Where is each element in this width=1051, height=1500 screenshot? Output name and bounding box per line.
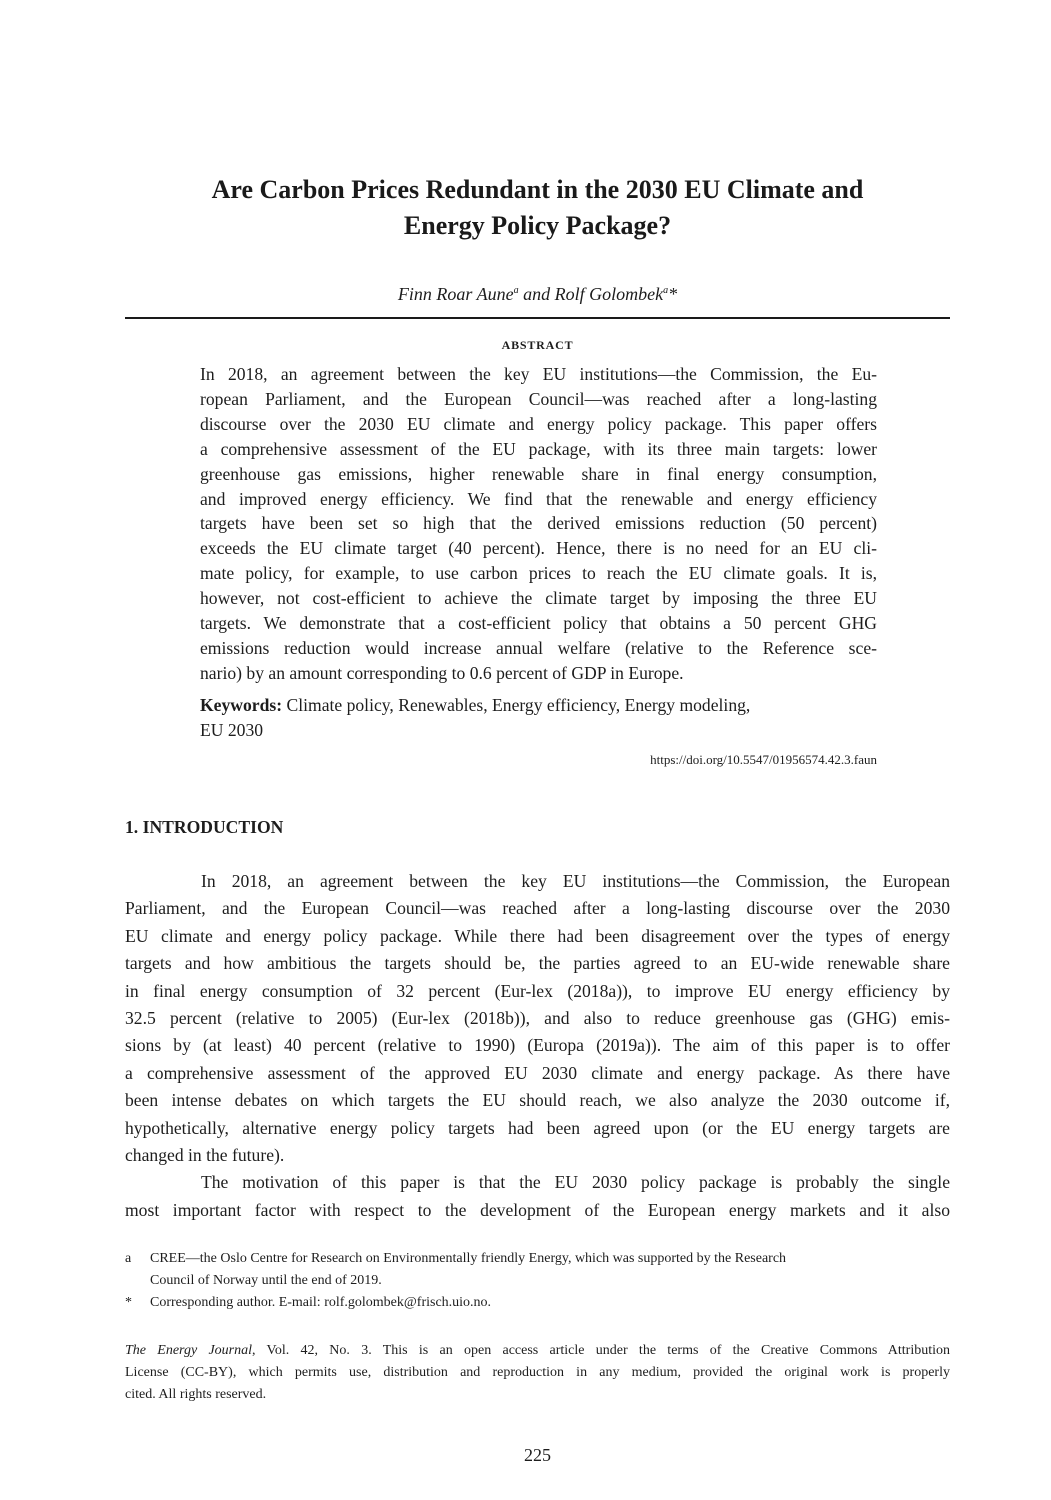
- keywords-text: Climate policy, Renewables, Energy efficiency, Energy modeling,: [282, 695, 751, 715]
- abstract-line: mate policy, for example, to use carbon prices to reach the EU climate goals. It is,: [200, 563, 877, 584]
- footnote-line: CREE—the Oslo Centre for Research on Environmentally friendly Energy, which was supported by the Research: [150, 1251, 787, 1266]
- abstract-line: however, not cost-efficient to achieve the climate target by imposing the three EU: [200, 588, 877, 609]
- introduction-body: [125, 868, 950, 1224]
- footnotes: [125, 1248, 950, 1314]
- author-line: [125, 282, 950, 306]
- body-line: sions by (at least) 40 percent (relative to 1990) (Europa (2019a)). The aim of this paper is to offer: [125, 1035, 950, 1056]
- abstract-line: a comprehensive assessment of the EU package, with its three main targets: lower: [200, 438, 877, 459]
- abstract-line: emissions reduction would increase annual welfare (relative to the Reference sce-: [200, 637, 877, 658]
- abstract-line: In 2018, an agreement between the key EU institutions—the Commission, the Eu-: [200, 364, 877, 384]
- affiliation-mark: a: [513, 285, 519, 296]
- abstract-line: targets have been set so high that the derived emissions reduction (50 percent): [200, 513, 877, 534]
- footnote-mark: *: [125, 1295, 132, 1310]
- body-line: targets and how ambitious the targets should be, the parties agreed to an EU-wide renewable share: [125, 953, 950, 974]
- footnote-corresponding: [125, 1292, 950, 1314]
- body-line: In 2018, an agreement between the key EU institutions—the Commission, the European: [201, 871, 950, 891]
- body-line: Parliament, and the European Council—was reached after a long-lasting discourse over the 2030: [125, 898, 950, 919]
- journal-line: License (CC-BY), which permits use, distribution and reproduction in any medium, provided the original work is properly: [125, 1365, 950, 1380]
- journal-name: The Energy Journal: [125, 1343, 253, 1358]
- corresponding-mark: *: [668, 284, 678, 304]
- journal-line: cited. All rights reserved.: [125, 1387, 267, 1402]
- keywords-label: Keywords:: [200, 695, 283, 715]
- author-connector: and: [518, 284, 555, 304]
- body-line: been intense debates on which targets the EU should reach, we also analyze the 2030 outcome if,: [125, 1090, 950, 1111]
- keywords: [200, 693, 877, 743]
- abstract-line: ropean Parliament, and the European Council—was reached after a long-lasting: [200, 388, 877, 409]
- body-line: in final energy consumption of 32 percent (Eur-lex (2018a)), to improve EU energy efficiency by: [125, 980, 950, 1001]
- title-line: Energy Policy Package?: [403, 211, 672, 240]
- abstract-heading: ABSTRACT: [501, 338, 574, 352]
- footnote-line: Corresponding author. E-mail: rolf.golombek@frisch.uio.no.: [150, 1295, 492, 1310]
- keywords-line: [200, 693, 877, 718]
- abstract-line: targets. We demonstrate that a cost-efficient policy that obtains a 50 percent GHG: [200, 613, 877, 634]
- body-line: changed in the future).: [125, 1145, 285, 1166]
- author-name: Finn Roar Aune: [397, 284, 514, 304]
- title-line: Are Carbon Prices Redundant in the 2030 EU Climate and: [211, 175, 864, 204]
- body-line: EU climate and energy policy package. While there had been disagreement over the types of energy: [125, 925, 950, 946]
- footnote-line: Council of Norway until the end of 2019.: [150, 1273, 382, 1288]
- author-name: Rolf Golombek: [554, 284, 664, 304]
- abstract-text: [200, 362, 877, 686]
- footnote-affiliation: [125, 1248, 950, 1292]
- section-heading: 1. INTRODUCTION: [125, 817, 284, 837]
- journal-text: , Vol. 42, No. 3. This is an open access article under the terms of the Creative Commons Attribution: [252, 1343, 951, 1358]
- header-rule: [125, 317, 950, 319]
- body-line: most important factor with respect to the development of the European energy markets and it also: [125, 1199, 950, 1220]
- body-line: a comprehensive assessment of the approved EU 2030 climate and energy package. As there have: [125, 1062, 950, 1083]
- journal-notice: [125, 1340, 950, 1406]
- keywords-line: EU 2030: [200, 719, 264, 740]
- abstract-line: discourse over the 2030 EU climate and energy policy package. This paper offers: [200, 413, 877, 434]
- page-number: 225: [524, 1445, 551, 1465]
- body-line: hypothetically, alternative energy policy targets had been agreed upon (or the EU energy targets are: [125, 1117, 950, 1138]
- journal-line: [125, 1340, 950, 1362]
- abstract-line: exceeds the EU climate target (40 percent). Hence, there is no need for an EU cli-: [200, 538, 877, 559]
- abstract-line: nario) by an amount corresponding to 0.6 percent of GDP in Europe.: [200, 662, 684, 683]
- abstract-line: and improved energy efficiency. We find that the renewable and energy efficiency: [200, 488, 877, 509]
- paper-title: [125, 172, 950, 244]
- footnote-mark: a: [125, 1251, 132, 1266]
- body-line: 32.5 percent (relative to 2005) (Eur-lex (2018b)), and also to reduce greenhouse gas (GHG) emis-: [125, 1008, 950, 1029]
- doi-link[interactable]: https://doi.org/10.5547/01956574.42.3.faun: [650, 752, 877, 767]
- abstract-line: greenhouse gas emissions, higher renewable share in final energy consumption,: [200, 463, 877, 484]
- affiliation-mark: a: [663, 285, 669, 296]
- body-line: The motivation of this paper is that the EU 2030 policy package is probably the single: [201, 1172, 950, 1193]
